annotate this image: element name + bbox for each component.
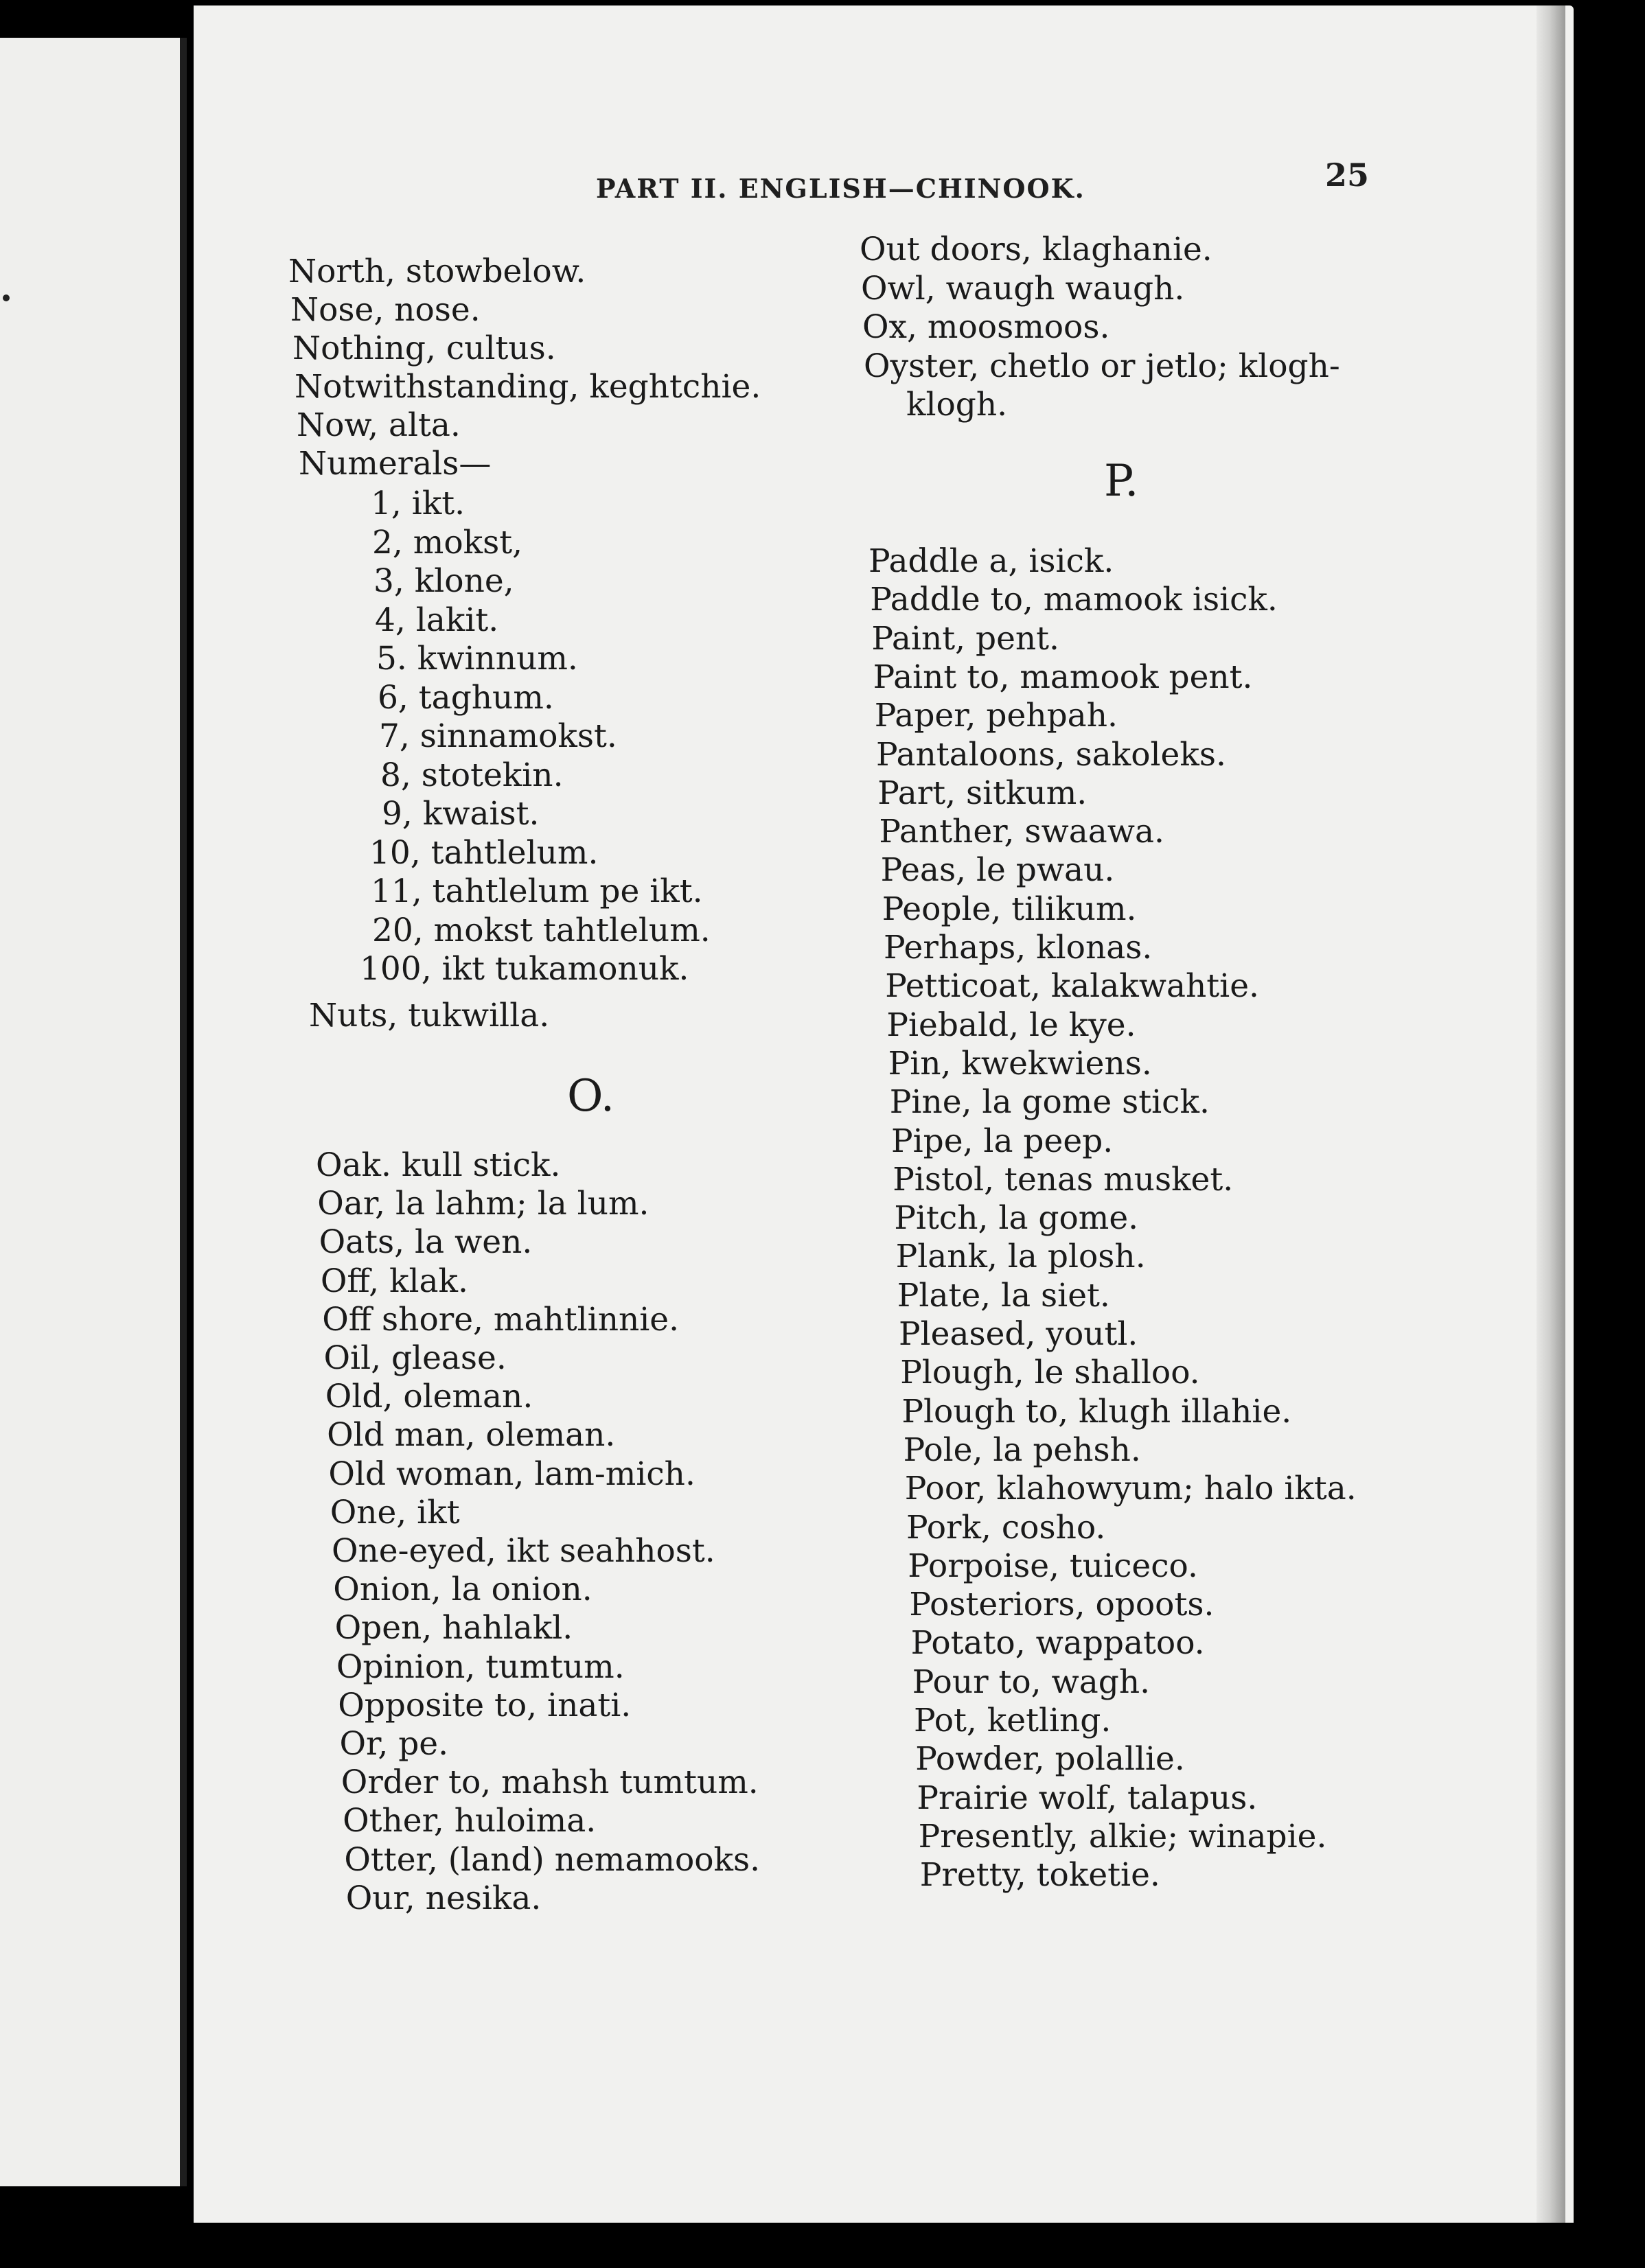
entry-line: Poor, klahowyum; halo ikta. (904, 1470, 1357, 1508)
entry-line: Or, pe. (339, 1725, 449, 1763)
entry-line: Prairie wolf, talapus. (917, 1779, 1258, 1817)
scan-border (0, 2223, 1645, 2268)
entry-line: Pleased, youtl. (899, 1315, 1138, 1353)
entry-line: Old man, oleman. (327, 1416, 616, 1455)
entry-line: Petticoat, kalakwahtie. (885, 967, 1259, 1006)
entry-line: Presently, alkie; winapie. (918, 1817, 1327, 1855)
numeral-line: 7, sinnamokst. (379, 717, 617, 755)
entry-line: Oar, la lahm; la lum. (317, 1185, 649, 1223)
entry-line: Oil, glease. (323, 1339, 507, 1377)
entry-line: Otter, (land) nemamooks. (344, 1840, 761, 1879)
entry-line: Peas, le pwau. (880, 851, 1115, 890)
entry-line: Order to, mahsh tumtum. (341, 1763, 759, 1802)
entry-line: Panther, swaawa. (879, 813, 1164, 851)
entry-line: Piebald, le kye. (886, 1006, 1136, 1044)
numeral-line: 11, tahtlelum pe ikt. (371, 872, 703, 910)
numeral-line: 8, stotekin. (380, 756, 564, 794)
entry-line: Off, klak. (320, 1262, 468, 1300)
numeral-line: 2, mokst, (372, 523, 523, 562)
entry-line: Pin, kwekwiens. (888, 1044, 1152, 1083)
entry-line: Nothing, cultus. (292, 329, 556, 367)
numeral-line: 5. kwinnum. (376, 640, 578, 678)
entry-line: Nuts, tukwilla. (309, 997, 550, 1034)
entry-line: Old woman, lam-mich. (328, 1455, 695, 1493)
section-heading-o: O. (567, 1071, 615, 1122)
entry-line: Opposite to, inati. (338, 1686, 632, 1724)
section-heading-p: P. (1104, 456, 1139, 507)
entry-line: klogh. (906, 386, 1008, 424)
entry-line: Posteriors, opoots. (909, 1586, 1215, 1624)
entry-line: Powder, polallie. (915, 1740, 1185, 1779)
entry-line: People, tilikum. (882, 890, 1137, 928)
numeral-line: 10, tahtlelum. (369, 833, 599, 872)
running-header: PART II. ENGLISH—CHINOOK. (596, 173, 1085, 204)
ink-speck (3, 294, 10, 301)
entry-line: Paper, pehpah. (874, 697, 1118, 735)
entry-line: Plank, la plosh. (895, 1238, 1146, 1276)
entry-line: Paddle to, mamook isick. (870, 581, 1278, 619)
entry-line: One-eyed, ikt seahhost. (332, 1532, 715, 1570)
entry-line: Now, alta. (297, 406, 461, 444)
entry-line: Pantaloons, sakoleks. (876, 735, 1226, 774)
entry-line: Other, huloima. (343, 1802, 597, 1840)
entry-line: Numerals— (299, 445, 492, 483)
entry-line: Paddle a, isick. (868, 542, 1114, 580)
numeral-line: 6, taghum. (378, 678, 554, 717)
entry-line: Oyster, chetlo or jetlo; klogh- (864, 347, 1340, 385)
entry-line: Pole, la pehsh. (903, 1431, 1141, 1469)
entry-line: Ox, moosmoos. (862, 308, 1110, 346)
entry-line: Old, oleman. (325, 1378, 533, 1416)
entry-line: Pretty, toketie. (919, 1856, 1160, 1895)
entry-line: Paint, pent. (871, 619, 1059, 658)
entry-line: Pine, la gome stick. (889, 1083, 1210, 1122)
page-edge (1537, 5, 1565, 2223)
numeral-line: 3, klone, (373, 562, 514, 600)
entry-line: Owl, waugh waugh. (861, 269, 1185, 308)
entry-line: Out doors, klaghanie. (860, 231, 1212, 268)
entry-line: Pork, cosho. (906, 1508, 1106, 1547)
entry-line: Paint to, mamook pent. (873, 658, 1253, 696)
entry-line: Plate, la siet. (897, 1276, 1110, 1315)
numeral-line: 100, ikt tukamonuk. (360, 950, 689, 988)
entry-line: Pitch, la gome. (894, 1199, 1139, 1238)
entry-line: Off shore, mahtlinnie. (322, 1300, 680, 1339)
entry-line: Pot, ketling. (914, 1702, 1112, 1739)
facing-page (0, 38, 187, 2186)
entry-line: Notwithstanding, keghtchie. (295, 368, 761, 406)
entry-line: One, ikt (330, 1493, 460, 1531)
entry-line: Potato, wappatoo. (910, 1624, 1205, 1663)
entry-line: Our, nesika. (345, 1879, 542, 1917)
entry-line: North, stowbelow. (288, 253, 586, 290)
numeral-line: 9, kwaist. (382, 795, 540, 833)
entry-line: Open, hahlakl. (334, 1609, 573, 1647)
numeral-line: 4, lakit. (375, 601, 499, 639)
numeral-line: 1, ikt. (371, 485, 465, 522)
page-number: 25 (1325, 157, 1370, 194)
numeral-line: 20, mokst tahtlelum. (372, 911, 711, 949)
entry-line: Pipe, la peep. (891, 1122, 1114, 1160)
entry-line: Nose, nose. (290, 291, 481, 329)
entry-line: Plough to, klugh illahie. (901, 1392, 1292, 1431)
entry-line: Oats, la wen. (319, 1223, 533, 1262)
entry-line: Onion, la onion. (333, 1571, 593, 1609)
entry-line: Porpoise, tuiceco. (908, 1547, 1198, 1585)
entry-line: Part, sitkum. (877, 774, 1088, 812)
entry-line: Pour to, wagh. (912, 1663, 1151, 1701)
entry-line: Pistol, tenas musket. (893, 1160, 1234, 1199)
entry-line: Plough, le shalloo. (900, 1354, 1200, 1392)
entry-line: Opinion, tumtum. (336, 1647, 625, 1686)
entry-line: Oak. kull stick. (316, 1146, 561, 1184)
entry-line: Perhaps, klonas. (884, 929, 1153, 967)
